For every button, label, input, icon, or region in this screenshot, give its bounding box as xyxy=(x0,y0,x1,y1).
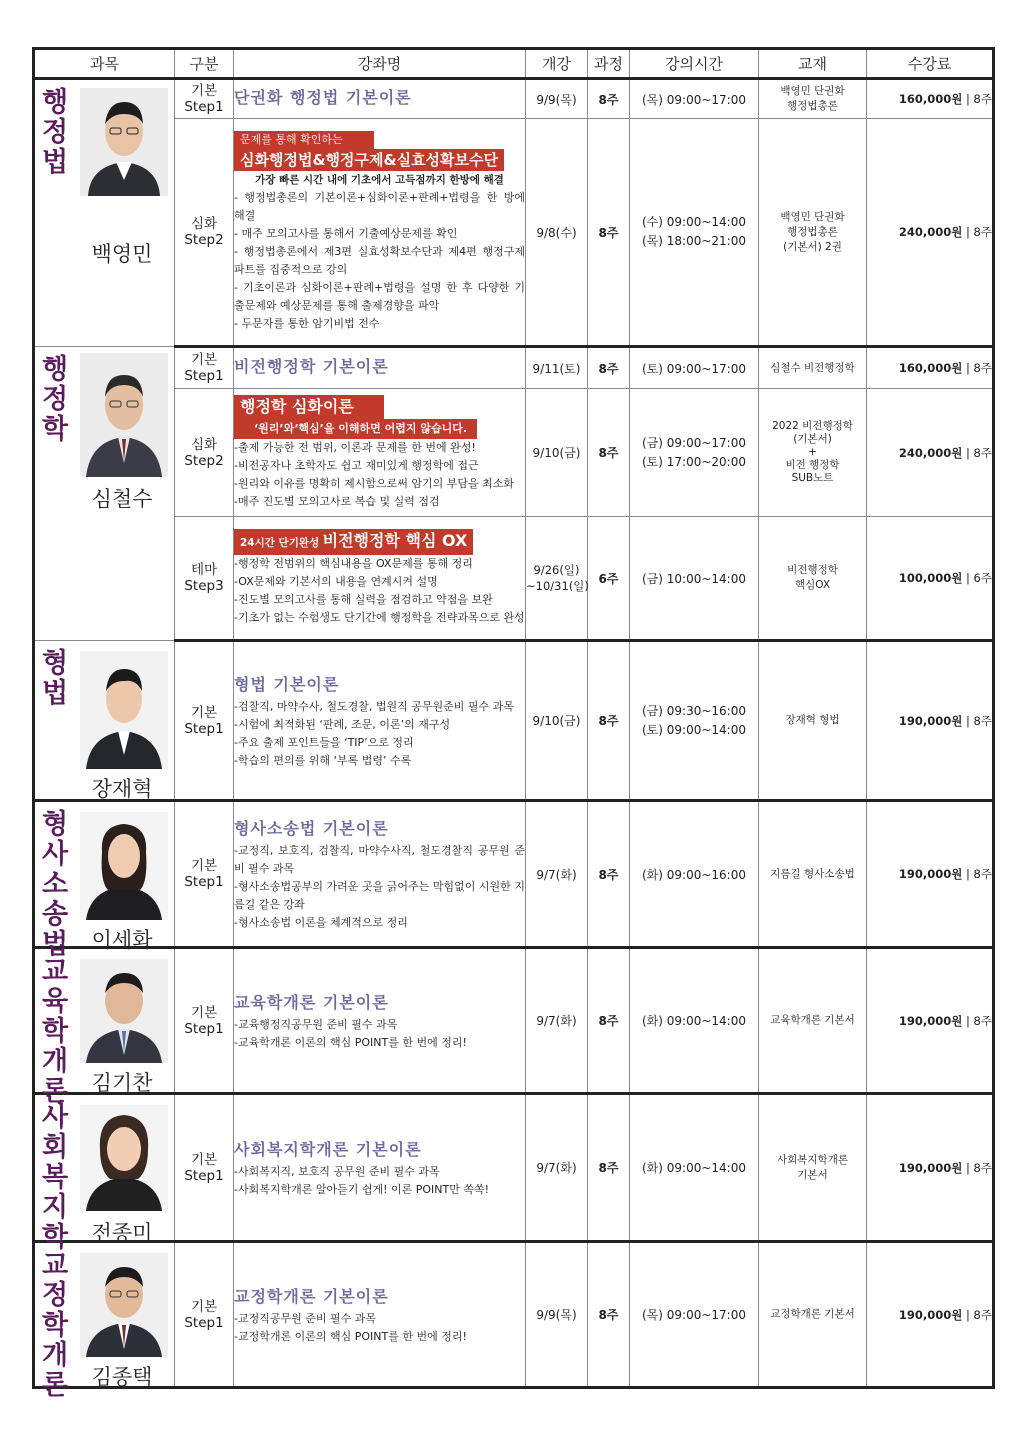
course-cell xyxy=(234,641,526,801)
course-pre-label: 문제를 통해 확인하는 xyxy=(234,131,374,149)
start-date: 9/7(화) xyxy=(526,948,588,1094)
course-row xyxy=(34,1242,994,1388)
course-title: 형법 기본이론 xyxy=(234,674,340,694)
kind-cell: 기본 Step1 xyxy=(175,79,234,119)
course-row xyxy=(34,1094,994,1242)
teacher-name: 김종택 xyxy=(91,1365,153,1389)
teacher-name: 장재혁 xyxy=(91,777,153,801)
textbook: 심철수 비전행정학 xyxy=(759,347,867,389)
course-bullet: - 매주 모의고사를 통해서 기출예상문제를 확인 xyxy=(234,227,458,240)
teacher-photo xyxy=(80,959,168,1063)
course-sub-label: ‘원리’와‘핵심’을 이해하면 어렵지 않습니다. xyxy=(234,419,477,439)
header-fee: 수강료 xyxy=(867,49,994,79)
course-cell xyxy=(234,347,526,389)
header-row xyxy=(34,49,994,79)
fee: 160,000원 | 8주 xyxy=(867,79,994,119)
subject-cell xyxy=(34,801,175,960)
course-cell xyxy=(234,801,526,948)
start-date: 9/26(일) ~10/31(일) xyxy=(526,517,588,641)
textbook: 비전행정학 핵심OX xyxy=(759,517,867,641)
subject-cell xyxy=(34,641,175,801)
course-row xyxy=(34,119,994,347)
kind-cell: 심화 Step2 xyxy=(175,389,234,517)
teacher-name: 심철수 xyxy=(91,487,153,511)
class-time: (금) 10:00~14:00 xyxy=(630,517,759,641)
subject-cell xyxy=(34,1094,175,1253)
course-bullet: - 행정법총론에서 제3편 실효성확보수단과 제4편 행정구제 파트를 집중적으로 강의 xyxy=(234,245,525,276)
textbook: 교육학개론 기본서 xyxy=(759,948,867,1094)
course-bullet: -진도별 모의고사를 통해 실력을 점검하고 약점을 보완 xyxy=(234,593,493,606)
fee: 190,000원 | 8주 xyxy=(867,1094,994,1242)
course-row xyxy=(34,948,994,1094)
course-pre-label: 24시간 단기완성 xyxy=(240,537,320,549)
fee: 190,000원 | 8주 xyxy=(867,641,994,801)
textbook: 지름길 형사소송법 xyxy=(759,801,867,948)
start-date: 9/9(목) xyxy=(526,79,588,119)
course-bullet: -기초가 없는 수험생도 단기간에 행정학을 전략과목으로 완성 xyxy=(234,611,525,624)
course-title: 교육학개론 기본이론 xyxy=(234,992,389,1012)
course-bullet: -교정학개론 이론의 핵심 POINT를 한 번에 정리! xyxy=(234,1329,467,1343)
class-time: (금) 09:00~17:00 (토) 17:00~20:00 xyxy=(630,389,759,517)
course-cell xyxy=(234,517,526,641)
duration: 8주 xyxy=(588,948,630,1094)
duration: 8주 xyxy=(588,119,630,347)
fee: 240,000원 | 8주 xyxy=(867,119,994,347)
course-row xyxy=(34,389,994,517)
course-bullet: -비전공자나 초학자도 쉽고 재미있게 행정학에 접근 xyxy=(234,458,479,472)
kind-cell: 기본 Step1 xyxy=(175,1094,234,1242)
teacher-photo xyxy=(80,88,168,196)
header-duration: 과정 xyxy=(588,49,630,79)
teacher-name: 전종미 xyxy=(91,1221,153,1245)
course-bullet: - 두문자를 통한 암기비법 전수 xyxy=(234,317,380,330)
course-cell xyxy=(234,1094,526,1242)
class-time: (토) 09:00~17:00 xyxy=(630,347,759,389)
duration: 6주 xyxy=(588,517,630,641)
class-time: (화) 09:00~14:00 xyxy=(630,1094,759,1242)
start-date: 9/10(금) xyxy=(526,389,588,517)
kind-cell: 기본 Step1 xyxy=(175,1242,234,1388)
duration: 8주 xyxy=(588,801,630,948)
fee: 100,000원 | 6주 xyxy=(867,517,994,641)
kind-cell: 기본 Step1 xyxy=(175,948,234,1094)
header-textbook: 교재 xyxy=(759,49,867,79)
course-bullet: -사회복지직, 보호직 공무원 준비 필수 과목 xyxy=(234,1164,440,1178)
course-bullet: -사회복지학개론 알아듣기 쉽게! 이론 POINT만 쏙쏙! xyxy=(234,1182,490,1196)
subject-label: 교 육 학 개 론 xyxy=(41,956,69,1107)
course-bullet: -형사소송법 이론을 체계적으로 정리 xyxy=(234,916,408,929)
start-date: 9/7(화) xyxy=(526,1094,588,1242)
start-date: 9/9(목) xyxy=(526,1242,588,1388)
course-cell xyxy=(234,79,526,119)
class-time: (수) 09:00~14:00 (목) 18:00~21:00 xyxy=(630,119,759,347)
course-bullet: -교정직공무원 준비 필수 과목 xyxy=(234,1311,376,1325)
header-subject: 과목 xyxy=(34,49,175,79)
kind-cell: 기본 Step1 xyxy=(175,801,234,948)
course-cell xyxy=(234,389,526,517)
course-title: 비전행정학 기본이론 xyxy=(234,357,389,376)
start-date: 9/7(화) xyxy=(526,801,588,948)
course-bullet: -교정직, 보호직, 검찰직, 마약수사직, 철도경찰직 공무원 준비 필수 과목 xyxy=(234,844,525,875)
course-cell xyxy=(234,1242,526,1388)
teacher-photo xyxy=(80,651,168,769)
class-time: (목) 09:00~17:00 xyxy=(630,79,759,119)
course-bullet: -매주 진도별 모의고사로 복습 및 실력 점검 xyxy=(234,494,440,508)
header-start: 개강 xyxy=(526,49,588,79)
course-bullet: - 기초이론과 심화이론+판례+법령을 설명 한 후 다양한 기출문제와 예상문제를 통해 출제경향을 파악 xyxy=(234,281,525,312)
course-title: 심화행정법&행정구제&실효성확보수단 xyxy=(234,149,504,171)
subject-cell xyxy=(34,1242,175,1401)
subject-label: 형 법 xyxy=(41,648,69,709)
course-bullet: - 행정법총론의 기본이론+심화이론+판례+법령을 한 방에 해결 xyxy=(234,191,525,222)
course-bullet: -원리와 이유를 명확히 제시함으로써 암기의 부담을 최소화 xyxy=(234,476,514,490)
subject-label: 형 사 소 송 법 xyxy=(41,809,69,960)
course-title: 사회복지학개론 기본이론 xyxy=(234,1139,422,1159)
course-cell xyxy=(234,948,526,1094)
fee: 190,000원 | 8주 xyxy=(867,948,994,1094)
duration: 8주 xyxy=(588,389,630,517)
course-note: 가장 빠른 시간 내에 기초에서 고득점까지 한방에 해결 xyxy=(255,174,504,186)
fee: 240,000원 | 8주 xyxy=(867,389,994,517)
course-bullet: -주요 출제 포인트들을 ‘TIP’으로 정리 xyxy=(234,735,414,749)
course-title: 단권화 행정법 기본이론 xyxy=(234,88,412,107)
subject-label: 사 회 복 지 학 xyxy=(41,1102,69,1253)
course-row xyxy=(34,801,994,948)
subject-label: 교 정 학 개 론 xyxy=(41,1250,69,1401)
teacher-photo xyxy=(80,1253,168,1357)
textbook: 2022 비전행정학 (기본서) + 비전 행정학 SUB노트 xyxy=(759,389,867,517)
subject-cell xyxy=(34,347,175,641)
course-bullet: -출제 가능한 전 범위, 이론과 문제를 한 번에 완성! xyxy=(234,440,476,454)
course-bullet: -교육학개론 이론의 핵심 POINT를 한 번에 정리! xyxy=(234,1035,467,1049)
start-date: 9/11(토) xyxy=(526,347,588,389)
teacher-name: 이세화 xyxy=(91,928,153,952)
kind-cell: 심화 Step2 xyxy=(175,119,234,347)
start-date: 9/8(수) xyxy=(526,119,588,347)
course-bullet: -학습의 편의를 위해 ‘부록 법령’ 수록 xyxy=(234,753,412,767)
fee: 160,000원 | 8주 xyxy=(867,347,994,389)
duration: 8주 xyxy=(588,79,630,119)
duration: 8주 xyxy=(588,347,630,389)
header-time: 강의시간 xyxy=(630,49,759,79)
duration: 8주 xyxy=(588,1242,630,1388)
textbook: 백영민 단권화 행정법총론 (기본서) 2권 xyxy=(759,119,867,347)
class-time: (목) 09:00~17:00 xyxy=(630,1242,759,1388)
class-time: (금) 09:30~16:00 (토) 09:00~14:00 xyxy=(630,641,759,801)
subject-label: 행 정 학 xyxy=(41,354,69,445)
course-bullet: -형사소송법공부의 가려운 곳을 긁어주는 막힘없이 시원한 지름길 같은 강좌 xyxy=(234,880,525,911)
fee: 190,000원 | 8주 xyxy=(867,1242,994,1388)
teacher-photo xyxy=(80,353,168,477)
course-bullet: -검찰직, 마약수사, 철도경찰, 법원직 공무원준비 필수 과목 xyxy=(234,699,514,713)
course-row xyxy=(34,517,994,641)
course-title: 행정학 심화이론 xyxy=(234,395,384,419)
subject-cell xyxy=(34,948,175,1107)
course-bullet: -행정학 전범위의 핵심내용을 OX문제를 통해 정리 xyxy=(234,557,473,570)
course-bullet: -OX문제와 기본서의 내용을 연계시켜 설명 xyxy=(234,575,438,588)
header-kind: 구분 xyxy=(175,49,234,79)
course-title: 형사소송법 기본이론 xyxy=(234,819,389,838)
kind-cell: 기본 Step1 xyxy=(175,641,234,801)
course-title: 비전행정학 핵심 OX xyxy=(322,531,468,550)
duration: 8주 xyxy=(588,1094,630,1242)
course-bullet: -교육행정직공무원 준비 필수 과목 xyxy=(234,1017,398,1031)
course-row xyxy=(34,347,994,389)
subject-cell xyxy=(34,79,175,347)
textbook: 백영민 단권화 행정법총론 xyxy=(759,79,867,119)
kind-cell: 테마 Step3 xyxy=(175,517,234,641)
teacher-photo xyxy=(80,1105,168,1211)
teacher-photo xyxy=(80,812,168,920)
class-time: (화) 09:00~14:00 xyxy=(630,948,759,1094)
course-cell xyxy=(234,119,526,347)
textbook: 사회복지학개론 기본서 xyxy=(759,1094,867,1242)
course-row xyxy=(34,79,994,119)
course-title-box xyxy=(234,529,473,555)
fee: 190,000원 | 8주 xyxy=(867,801,994,948)
kind-cell: 기본 Step1 xyxy=(175,347,234,389)
course-row xyxy=(34,641,994,801)
class-time: (화) 09:00~16:00 xyxy=(630,801,759,948)
teacher-name: 김기찬 xyxy=(91,1071,153,1095)
course-bullet: -시험에 최적화된 ‘판례, 조문, 이론’의 재구성 xyxy=(234,717,451,731)
subject-label: 행 정 법 xyxy=(41,87,69,178)
header-course: 강좌명 xyxy=(234,49,526,79)
course-title: 교정학개론 기본이론 xyxy=(234,1286,389,1306)
textbook: 교정학개론 기본서 xyxy=(759,1242,867,1388)
teacher-name: 백영민 xyxy=(91,242,153,266)
start-date: 9/10(금) xyxy=(526,641,588,801)
duration: 8주 xyxy=(588,641,630,801)
textbook: 장재혁 형법 xyxy=(759,641,867,801)
lecture-schedule-table xyxy=(32,47,995,1401)
